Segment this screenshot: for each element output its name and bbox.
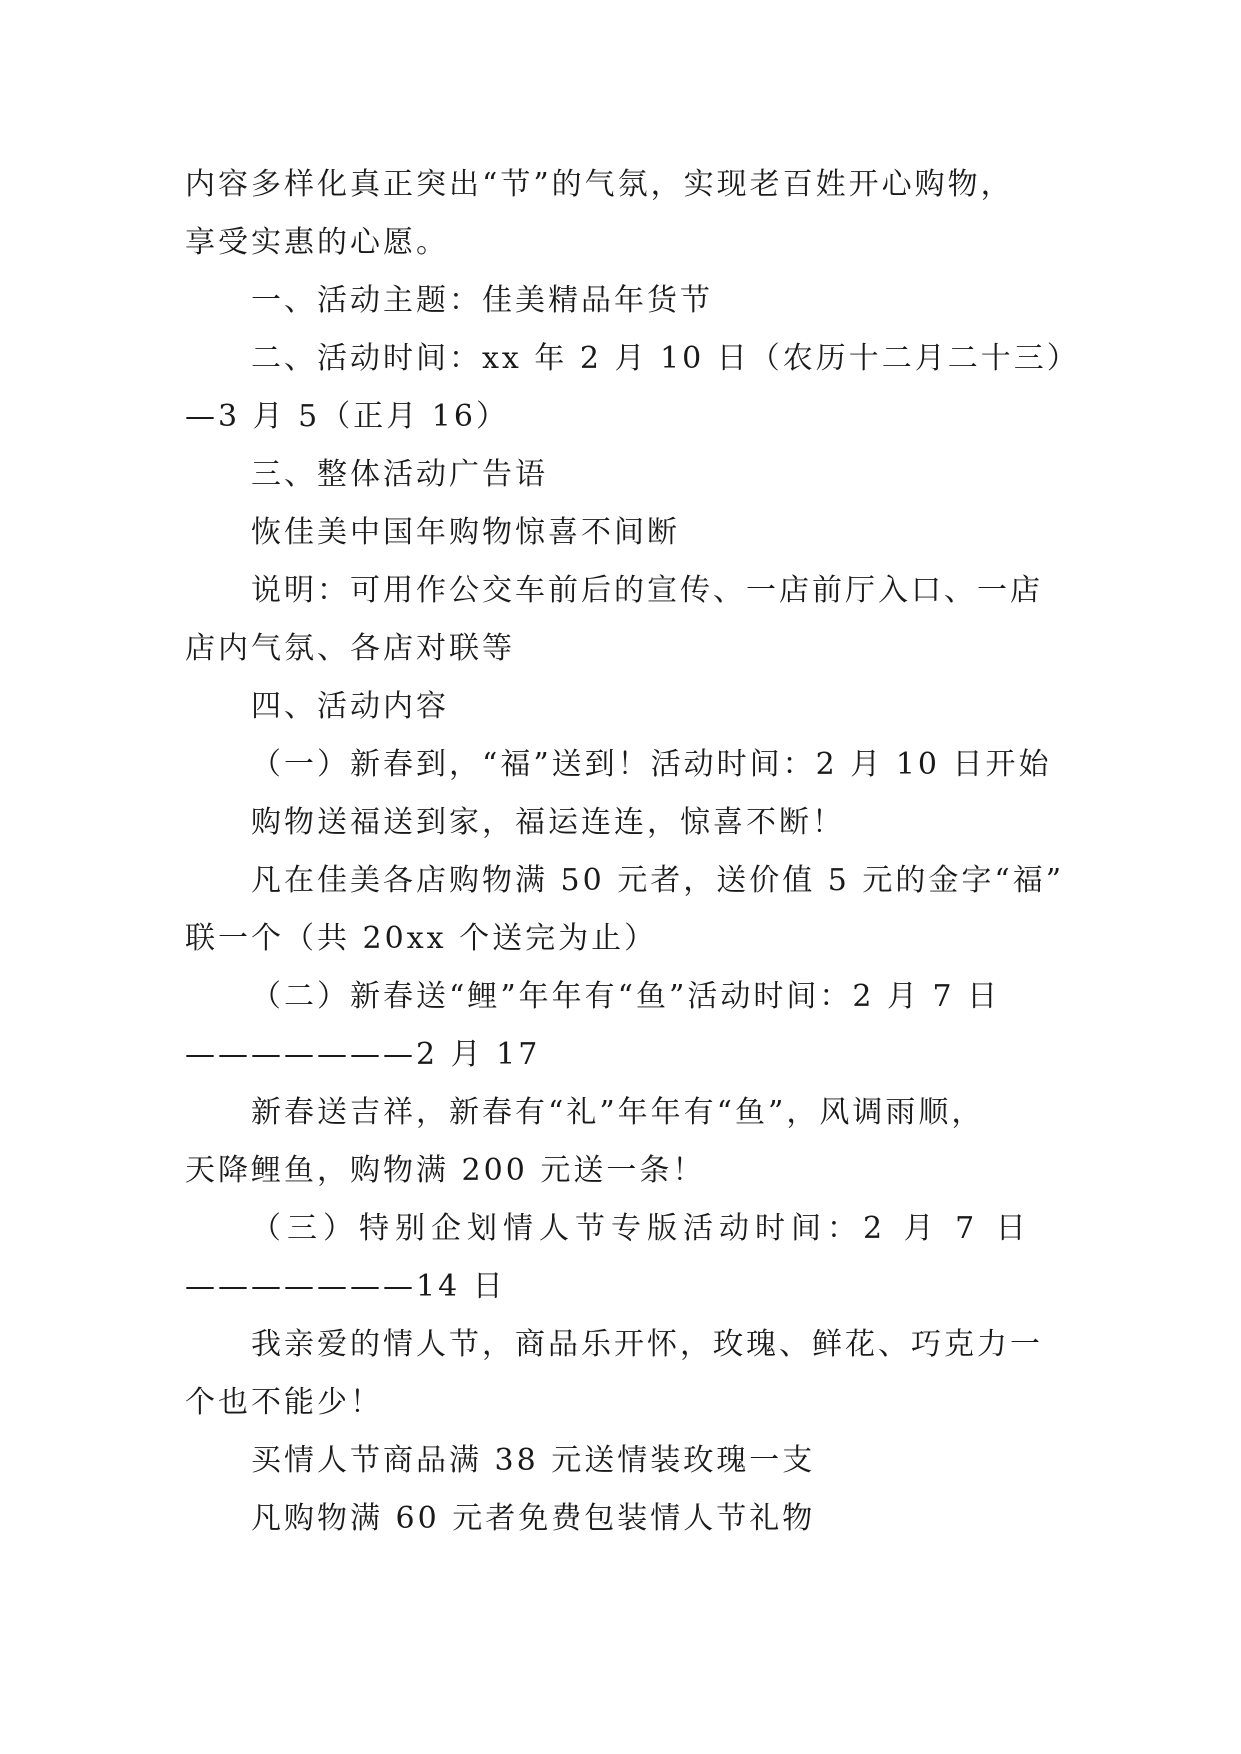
paragraph-line: ———————2 月 17: [185, 1037, 541, 1072]
subsection-heading-1: （一）新春到，“福”送到！活动时间：2 月 10 日开始: [251, 747, 1052, 782]
paragraph-line: 说明：可用作公交车前后的宣传、一店前厅入口、一店: [251, 573, 1043, 608]
paragraph-line: 购物送福送到家，福运连连，惊喜不断！: [251, 805, 845, 840]
paragraph-line: 天降鲤鱼，购物满 200 元送一条！: [185, 1153, 706, 1188]
paragraph-line: —3 月 5（正月 16）: [185, 399, 509, 434]
paragraph-line: 凡在佳美各店购物满 50 元者，送价值 5 元的金字“福”: [251, 863, 1065, 898]
paragraph-line: 内容多样化真正突出“节”的气氛，实现老百姓开心购物，: [185, 167, 1014, 202]
paragraph-line: 个也不能少！: [185, 1385, 383, 1420]
paragraph-line: 店内气氛、各店对联等: [185, 631, 515, 666]
paragraph-line: 我亲爱的情人节，商品乐开怀，玫瑰、鲜花、巧克力一: [251, 1327, 1043, 1362]
paragraph-line: 新春送吉祥，新春有“礼”年年有“鱼”，风调雨顺，: [251, 1095, 985, 1130]
section-heading-content: 四、活动内容: [251, 689, 449, 724]
paragraph-line: 凡购物满 60 元者免费包装情人节礼物: [251, 1501, 816, 1536]
subsection-heading-3: （三）特别企划情人节专版活动时间：2 月 7 日: [251, 1211, 1032, 1246]
paragraph-line: 买情人节商品满 38 元送情装玫瑰一支: [251, 1443, 816, 1478]
paragraph-line: 联一个（共 20xx 个送完为止）: [185, 921, 658, 956]
section-heading-theme: 一、活动主题：佳美精品年货节: [251, 283, 713, 318]
paragraph-line: 享受实惠的心愿。: [185, 225, 449, 260]
section-heading-slogan: 三、整体活动广告语: [251, 457, 548, 492]
section-heading-time: 二、活动时间：xx 年 2 月 10 日（农历十二月二十三）: [251, 341, 1080, 376]
slogan-text: 恢佳美中国年购物惊喜不间断: [251, 515, 680, 550]
document-body: [185, 156, 1080, 1548]
paragraph-line: ———————14 日: [185, 1269, 506, 1304]
subsection-heading-2: （二）新春送“鲤”年年有“鱼”活动时间：2 月 7 日: [251, 979, 1001, 1014]
